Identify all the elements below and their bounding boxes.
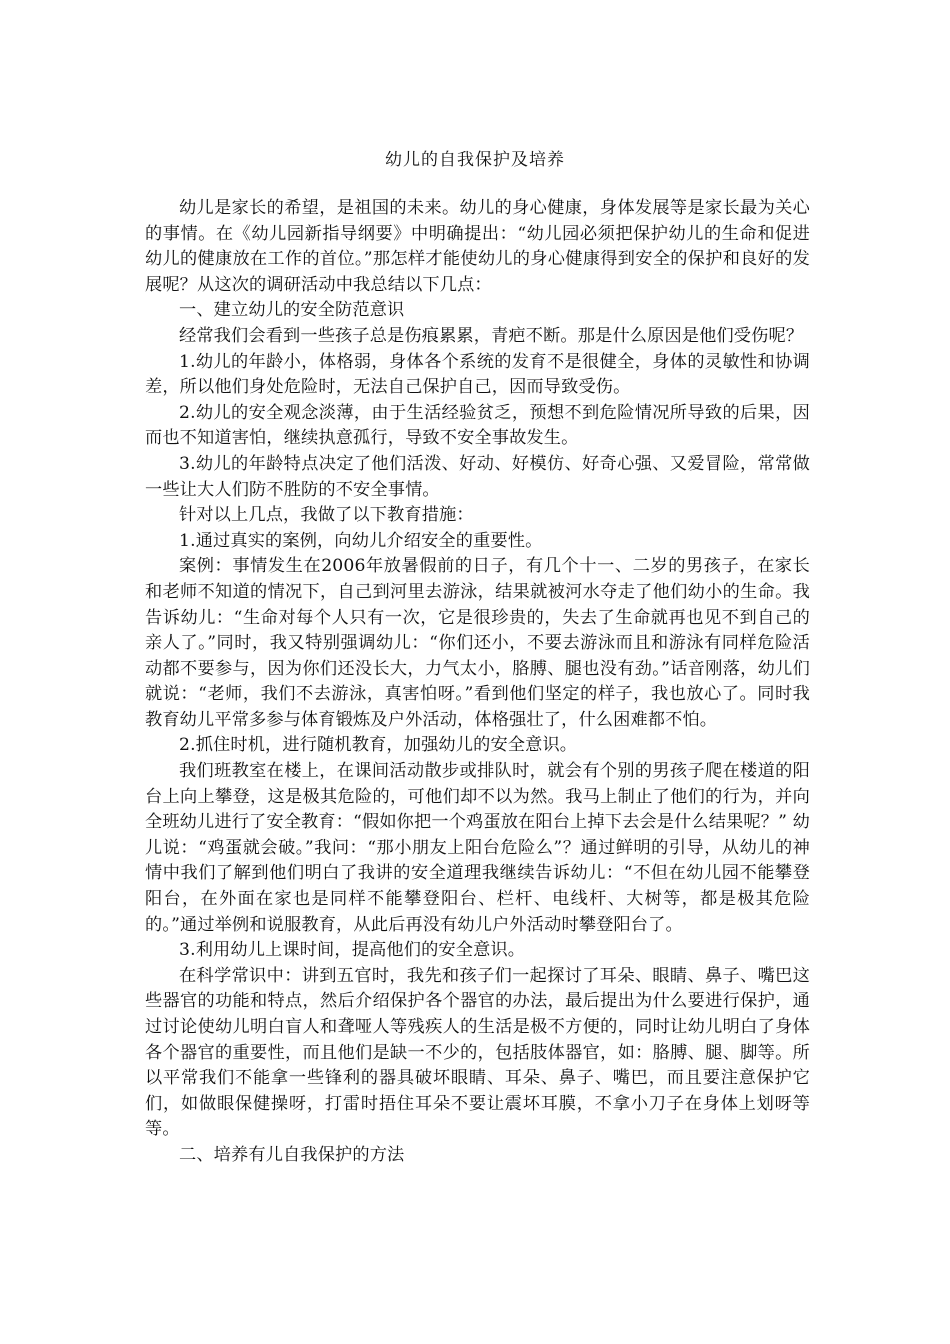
paragraph-science: 在科学常识中：讲到五官时，我先和孩子们一起探讨了耳朵、眼睛、鼻子、嘴巴这些器官的功能和特点，然后介绍保护各个器官的办法，最后提出为什么要进行保护，通过讨论使幼儿明白盲人和聋哑人等残疾人的生活是极不方便的，同时让幼儿明白了身体各个器官的重要性，而且他们是缺一不少的，包括肢体器官，如：胳膊、腿、脚等。所以平常我们不能拿一些锋利的器具破坏眼睛、耳朵、鼻子、嘴巴，而且要注意保护它们，如做眼保健操呀，打雷时捂住耳朵不要让震坏耳膜，不拿小刀子在身体上划呀等等。	[145, 965, 810, 1140]
measure-heading-3: 3.利用幼儿上课时间，提高他们的安全意识。	[179, 940, 526, 961]
paragraph-case: 案例：事情发生在2006年放暑假前的日子，有几个十一、二岁的男孩子，在家长和老师不知道的情况下，自己到河里去游泳，结果就被河水夺走了他们幼小的生命。我告诉幼儿：“生命对每个人只有一次，它是很珍贵的，失去了生命就再也见不到自己的亲人了。”同时，我又特别强调幼儿：“你们还小，不要去游泳而且和游泳有同样危险活动都不要参与，因为你们还没长大，力气太小，胳膊、腿也没有劲。”话音刚落，幼儿们就说：“老师，我们不去游泳，真害怕呀。”看到他们坚定的样子，我也放心了。同时我教育幼儿平常多参与体育锻炼及户外活动，体格强壮了，什么困难都不怕。	[145, 556, 810, 730]
paragraph-reason-2: 2.幼儿的安全观念淡薄，由于生活经验贫乏，预想不到危险情况所导致的后果，因而也不知道害怕，继续执意孤行，导致不安全事故发生。	[145, 402, 810, 449]
paragraph-balcony: 我们班教室在楼上，在课间活动散步或排队时，就会有个别的男孩子爬在楼道的阳台上向上攀登，这是极其危险的，可他们却不以为然。我马上制止了他们的行为，并向全班幼儿进行了安全教育：“假如你把一个鸡蛋放在阳台上掉下去会是什么结果呢？” 幼儿说：“鸡蛋就会破。”我问：“那小朋友上阳台危险么”？通过鲜明的引导，从幼儿的神情中我们了解到他们明白了我讲的安全道理我继续告诉幼儿：“不但在幼儿园不能攀登阳台，在外面在家也是同样不能攀登阳台、栏杆、电线杆、大树等，都是极其危险的。”通过举例和说服教育，从此后再没有幼儿户外活动时攀登阳台了。	[145, 761, 810, 935]
paragraph-intro: 幼儿是家长的希望，是祖国的未来。幼儿的身心健康，身体发展等是家长最为关心的事情。在《幼儿园新指导纲要》中明确提出：“幼儿园必须把保护幼儿的生命和促进幼儿的健康放在工作的首位。”那怎样才能使幼儿的身心健康得到安全的保护和良好的发展呢？从这次的调研活动中我总结以下几点：	[145, 198, 810, 295]
paragraph-reason-1: 1.幼儿的年龄小，体格弱，身体各个系统的发育不是很健全，身体的灵敏性和协调差，所以他们身处危险时，无法自己保护自己，因而导致受伤。	[145, 351, 810, 398]
paragraph-measures-intro: 针对以上几点，我做了以下教育措施：	[179, 505, 474, 526]
section-heading-2: 二、培养有儿自我保护的方法	[179, 1144, 405, 1165]
measure-heading-1: 1.通过真实的案例，向幼儿介绍安全的重要性。	[179, 530, 543, 551]
measure-heading-2: 2.抓住时机，进行随机教育，加强幼儿的安全意识。	[179, 735, 578, 756]
document-body	[145, 196, 810, 1169]
document-title: 幼儿的自我保护及培养	[385, 150, 565, 170]
paragraph-reason-3: 3.幼儿的年龄特点决定了他们活泼、好动、好模仿、好奇心强、又爱冒险，常常做一些让大人们防不胜防的不安全事情。	[145, 453, 810, 500]
section-heading-1: 一、建立幼儿的安全防范意识	[179, 300, 405, 321]
paragraph-question: 经常我们会看到一些孩子总是伤痕累累，青疤不断。那是什么原因是他们受伤呢？	[179, 325, 804, 346]
